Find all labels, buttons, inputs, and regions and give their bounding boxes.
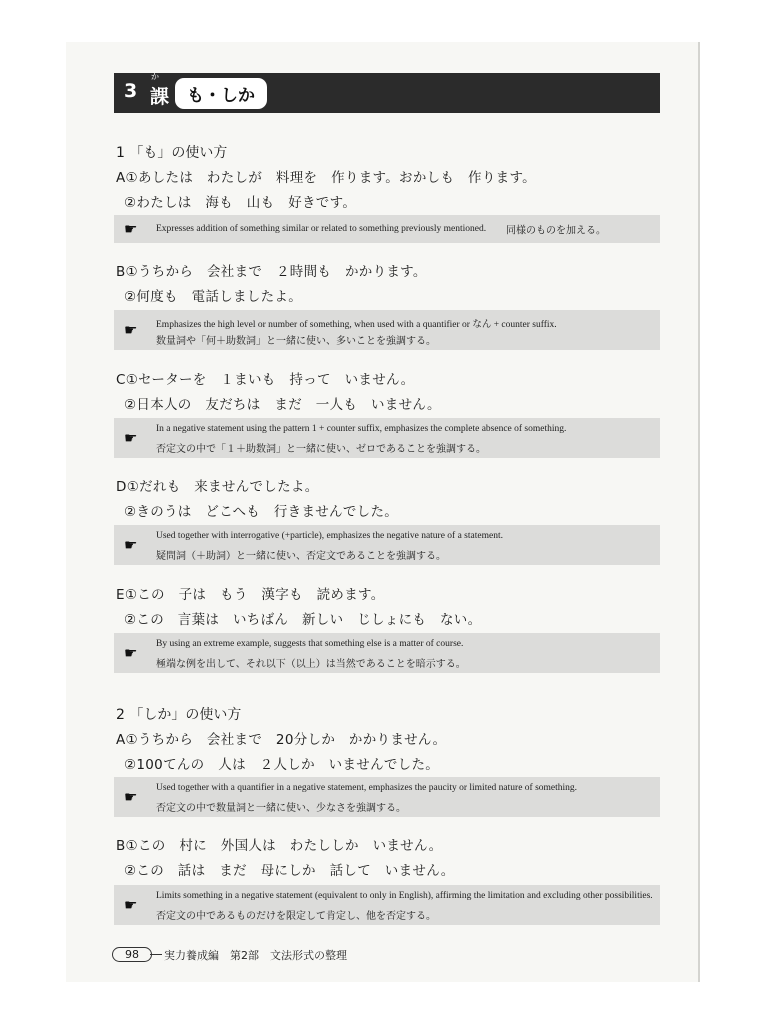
example-line: E①この 子は もう 漢字も 読めます。 <box>116 587 385 603</box>
note-japanese: 極端な例を出して、それ以下（以上）は当然であることを暗示する。 <box>156 659 466 670</box>
pointing-hand-icon: ☛ <box>124 896 138 914</box>
note-japanese: 数量詞や「何＋助数詞」と一緒に使い、多いことを強調する。 <box>156 336 436 347</box>
pointing-hand-icon: ☛ <box>124 220 138 238</box>
example-line: ②何度も 電話しましたよ。 <box>124 289 303 305</box>
example-line: ②日本人の 友だちは まだ 一人も いません。 <box>124 397 441 413</box>
lesson-number: 3 <box>124 80 138 102</box>
explanation-note <box>114 633 660 673</box>
explanation-note <box>114 418 660 458</box>
explanation-note <box>114 525 660 565</box>
pointing-hand-icon: ☛ <box>124 788 138 806</box>
note-japanese: 同様のものを加える。 <box>506 225 606 237</box>
page-number: 98 <box>112 947 152 962</box>
note-english: Used together with interrogative (+particle), emphasizes the negative nature of a statement. <box>156 531 503 541</box>
lesson-header <box>114 73 660 113</box>
footer-divider <box>150 954 162 955</box>
example-line: ②わたしは 海も 山も 好きです。 <box>124 195 357 211</box>
note-english: Expresses addition of something similar or related to something previously mentioned. <box>156 224 487 234</box>
note-japanese: 否定文の中であるものだけを限定して肯定し、他を否定する。 <box>156 911 436 922</box>
explanation-note <box>114 777 660 817</box>
note-japanese: 否定文の中で数量詞と一緒に使い、少なさを強調する。 <box>156 803 406 814</box>
note-english: Emphasizes the high level or number of something, when used with a quantifier or なん + counter suffix. <box>156 320 557 330</box>
example-line: ②きのうは どこへも 行きませんでした。 <box>124 504 399 520</box>
note-english: In a negative statement using the pattern 1 + counter suffix, emphasizes the complete absence of something. <box>156 424 567 434</box>
lesson-title: も・しか <box>175 78 267 109</box>
example-line: D①だれも 来ませんでしたよ。 <box>116 479 319 495</box>
note-english: Used together with a quantifier in a negative statement, emphasizes the paucity or limited nature of something. <box>156 783 578 793</box>
explanation-note <box>114 310 660 350</box>
explanation-note <box>114 215 660 243</box>
note-english: By using an extreme example, suggests that something else is a matter of course. <box>156 639 464 649</box>
lesson-ruby: か <box>151 72 159 81</box>
section-title: 1 「も」の使い方 <box>116 145 228 161</box>
example-line: C①セーターを １まいも 持って いません。 <box>116 372 415 388</box>
lesson-kanji: 課 <box>150 86 170 108</box>
textbook-page <box>66 42 700 982</box>
footer-text: 実力養成編 第2部 文法形式の整理 <box>164 949 347 962</box>
example-line: B①この 村に 外国人は わたししか いません。 <box>116 838 443 854</box>
example-line: A①うちから 会社まで 20分しか かかりません。 <box>116 732 447 748</box>
note-japanese: 疑問詞（＋助詞）と一緒に使い、否定文であることを強調する。 <box>156 551 446 562</box>
example-line: B①うちから 会社まで ２時間も かかります。 <box>116 264 427 280</box>
pointing-hand-icon: ☛ <box>124 429 138 447</box>
section-title: 2 「しか」の使い方 <box>116 707 242 723</box>
example-line: ②この 言葉は いちばん 新しい じしょにも ない。 <box>124 612 482 628</box>
example-line: A①あしたは わたしが 料理を 作ります。おかしも 作ります。 <box>116 170 536 186</box>
example-line: ②100てんの 人は ２人しか いませんでした。 <box>124 757 440 773</box>
pointing-hand-icon: ☛ <box>124 644 138 662</box>
note-english: Limits something in a negative statement (equivalent to only in English), affirming the limitation and excluding other possibilities. <box>156 891 653 901</box>
example-line: ②この 話は まだ 母にしか 話して いません。 <box>124 863 455 879</box>
explanation-note <box>114 885 660 925</box>
pointing-hand-icon: ☛ <box>124 321 138 339</box>
note-japanese: 否定文の中で「１＋助数詞」と一緒に使い、ゼロであることを強調する。 <box>156 444 486 455</box>
pointing-hand-icon: ☛ <box>124 536 138 554</box>
